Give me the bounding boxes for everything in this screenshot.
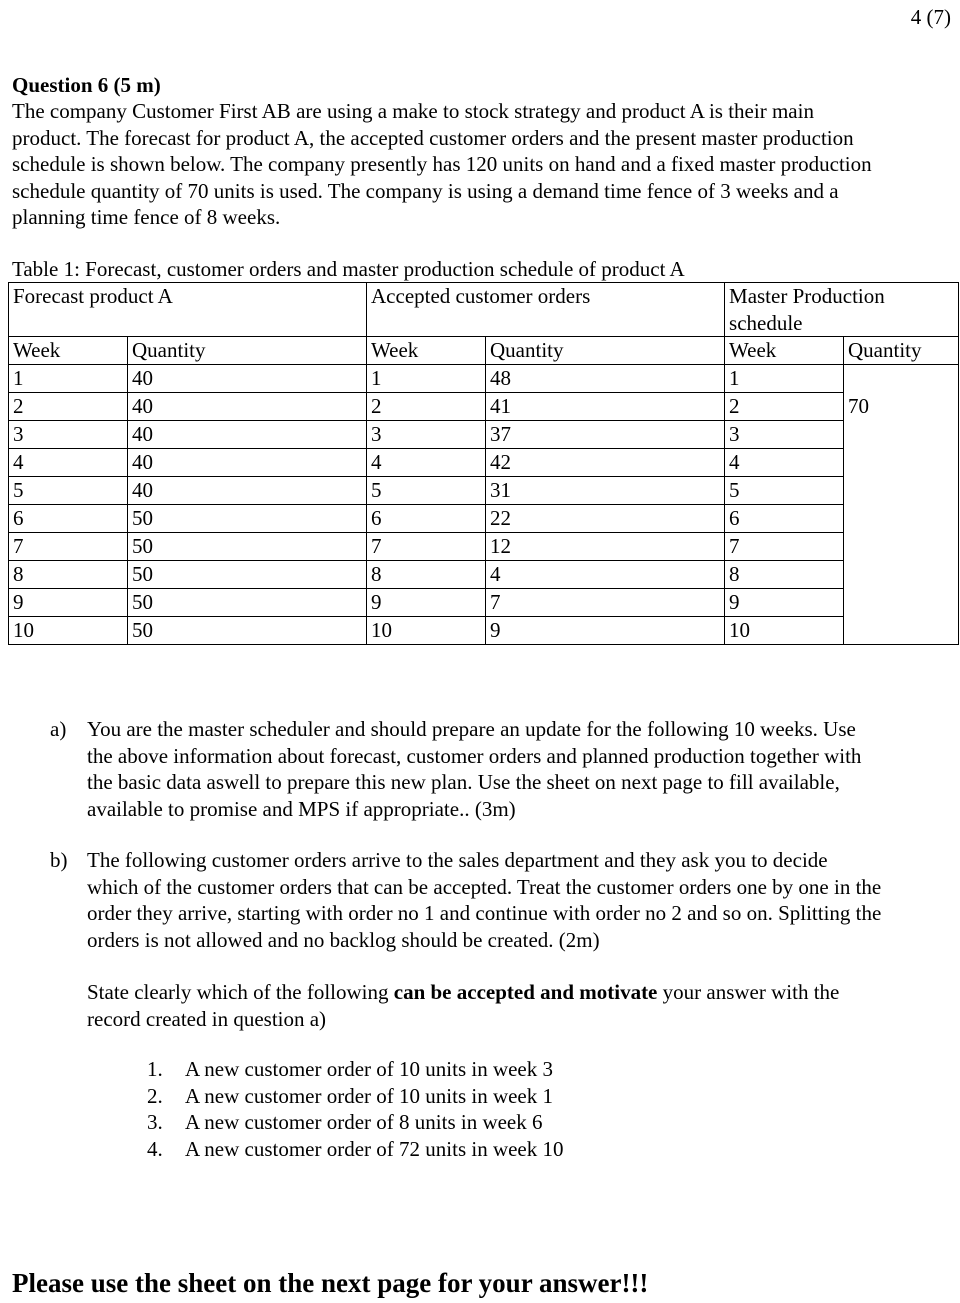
question-title: Question 6 (5 m) — [12, 73, 161, 97]
cell-mps-qty — [844, 365, 959, 393]
column-header: Quantity — [486, 337, 725, 365]
cell-mps-qty — [844, 533, 959, 561]
cell-order-qty: 4 — [486, 561, 725, 589]
table-row — [9, 393, 959, 421]
table-row — [9, 477, 959, 505]
instruction — [87, 979, 957, 1032]
cell-order-week: 5 — [367, 477, 486, 505]
part-b-line: which of the customer orders that can be accepted. Treat the customer orders one by one in the — [87, 874, 882, 899]
cell-week: 8 — [9, 561, 128, 589]
column-header: Week — [725, 337, 844, 365]
cell-forecast-qty: 50 — [128, 505, 367, 533]
cell-week: 6 — [9, 505, 128, 533]
list-number: 4. — [147, 1136, 163, 1161]
cell-mps-qty — [844, 477, 959, 505]
cell-order-week: 6 — [367, 505, 486, 533]
cell-order-week: 1 — [367, 365, 486, 393]
page-number: 4 (7) — [910, 5, 951, 29]
column-header: Quantity — [128, 337, 367, 365]
part-a-line: the above information about forecast, customer orders and planned production together with — [87, 743, 862, 768]
list-item — [147, 1083, 564, 1110]
part-b-line: orders is not allowed and no backlog should be created. (2m) — [87, 927, 600, 952]
cell-order-qty: 41 — [486, 393, 725, 421]
cell-week: 10 — [9, 617, 128, 645]
order-text: A new customer order of 72 units in week 10 — [185, 1136, 564, 1161]
cell-mps-week: 9 — [725, 589, 844, 617]
list-item — [147, 1109, 564, 1136]
cell-forecast-qty: 50 — [128, 533, 367, 561]
cell-week: 9 — [9, 589, 128, 617]
cell-order-week: 3 — [367, 421, 486, 449]
table-row — [9, 533, 959, 561]
part-b-line: The following customer orders arrive to the sales department and they ask you to decide — [87, 848, 828, 872]
cell-order-qty: 9 — [486, 617, 725, 645]
cell-forecast-qty: 50 — [128, 589, 367, 617]
cell-week: 7 — [9, 533, 128, 561]
intro-line: schedule quantity of 70 units is used. The company is using a demand time fence of 3 weeks and a — [12, 178, 839, 203]
cell-forecast-qty: 40 — [128, 421, 367, 449]
intro-line: The company Customer First AB are using a make to stock strategy and product A is their main — [12, 99, 814, 123]
list-number: 1. — [147, 1057, 163, 1081]
cell-mps-week: 5 — [725, 477, 844, 505]
column-header: Week — [9, 337, 128, 365]
list-number: 2. — [147, 1083, 163, 1108]
cell-mps-week: 6 — [725, 505, 844, 533]
order-text: A new customer order of 10 units in week 1 — [185, 1083, 554, 1108]
intro-line: product. The forecast for product A, the accepted customer orders and the present master production — [12, 125, 854, 150]
cell-order-qty: 48 — [486, 365, 725, 393]
order-text: A new customer order of 8 units in week 6 — [185, 1110, 543, 1134]
list-item — [147, 1136, 564, 1163]
cell-forecast-qty: 50 — [128, 561, 367, 589]
part-a-line: You are the master scheduler and should prepare an update for the following 10 weeks. Use — [87, 717, 856, 741]
column-header: Quantity — [844, 337, 959, 365]
cell-mps-week: 7 — [725, 533, 844, 561]
part-b-line: order they arrive, starting with order no 1 and continue with order no 2 and so on. Splitting the — [87, 901, 882, 925]
part-b — [50, 847, 950, 953]
instruction-emphasis: can be accepted and motivate — [393, 980, 658, 1004]
cell-forecast-qty: 40 — [128, 477, 367, 505]
part-a-line: the basic data aswell to prepare this new plan. Use the sheet on next page to fill available, — [87, 770, 840, 794]
intro-line: schedule is shown below. The company presently has 120 units on hand and a fixed master production — [12, 152, 872, 176]
cell-mps-week: 10 — [725, 617, 844, 645]
footer-note: Please use the sheet on the next page for your answer!!! — [12, 1268, 649, 1298]
group-header-forecast: Forecast product A — [9, 283, 367, 337]
group-header-mps: Master Production schedule — [725, 283, 959, 337]
cell-mps-qty — [844, 589, 959, 617]
table-row — [9, 449, 959, 477]
cell-forecast-qty: 50 — [128, 617, 367, 645]
cell-mps-week: 3 — [725, 421, 844, 449]
mps-table — [8, 282, 959, 645]
group-header-customer-orders: Accepted customer orders — [367, 283, 725, 337]
column-header: Week — [367, 337, 486, 365]
orders-list — [147, 1056, 564, 1162]
table-header-row — [9, 337, 959, 365]
table-row — [9, 505, 959, 533]
cell-mps-qty: 70 — [844, 393, 959, 421]
cell-week: 2 — [9, 393, 128, 421]
order-text: A new customer order of 10 units in week 3 — [185, 1057, 554, 1081]
cell-mps-week: 4 — [725, 449, 844, 477]
cell-order-qty: 22 — [486, 505, 725, 533]
part-a-line: available to promise and MPS if appropriate.. (3m) — [87, 796, 516, 821]
cell-order-week: 10 — [367, 617, 486, 645]
table-row — [9, 421, 959, 449]
instruction-line — [87, 979, 957, 1006]
cell-mps-qty — [844, 617, 959, 645]
table-group-row — [9, 283, 959, 337]
part-a — [50, 716, 950, 822]
cell-order-week: 8 — [367, 561, 486, 589]
cell-order-week: 4 — [367, 449, 486, 477]
cell-order-qty: 31 — [486, 477, 725, 505]
cell-mps-qty — [844, 561, 959, 589]
cell-forecast-qty: 40 — [128, 449, 367, 477]
instruction-line: record created in question a) — [87, 1006, 327, 1031]
question-intro — [12, 98, 952, 231]
part-b-label: b) — [50, 848, 68, 872]
cell-order-week: 9 — [367, 589, 486, 617]
cell-mps-qty — [844, 449, 959, 477]
cell-mps-qty — [844, 421, 959, 449]
instruction-text: State clearly which of the following — [87, 980, 394, 1004]
list-number: 3. — [147, 1110, 163, 1134]
cell-mps-qty — [844, 505, 959, 533]
cell-week: 3 — [9, 421, 128, 449]
cell-order-qty: 12 — [486, 533, 725, 561]
instruction-text: your answer with the — [657, 980, 840, 1004]
table-row — [9, 589, 959, 617]
cell-order-qty: 37 — [486, 421, 725, 449]
cell-week: 5 — [9, 477, 128, 505]
table-row — [9, 617, 959, 645]
cell-order-qty: 42 — [486, 449, 725, 477]
cell-mps-week: 2 — [725, 393, 844, 421]
cell-mps-week: 1 — [725, 365, 844, 393]
cell-order-week: 7 — [367, 533, 486, 561]
cell-order-week: 2 — [367, 393, 486, 421]
cell-forecast-qty: 40 — [128, 365, 367, 393]
cell-week: 4 — [9, 449, 128, 477]
intro-line: planning time fence of 8 weeks. — [12, 205, 281, 229]
cell-week: 1 — [9, 365, 128, 393]
table-row — [9, 365, 959, 393]
cell-order-qty: 7 — [486, 589, 725, 617]
part-a-label: a) — [50, 717, 67, 741]
cell-forecast-qty: 40 — [128, 393, 367, 421]
table-row — [9, 561, 959, 589]
list-item — [147, 1056, 564, 1083]
cell-mps-week: 8 — [725, 561, 844, 589]
table-caption: Table 1: Forecast, customer orders and master production schedule of product A — [12, 257, 685, 281]
